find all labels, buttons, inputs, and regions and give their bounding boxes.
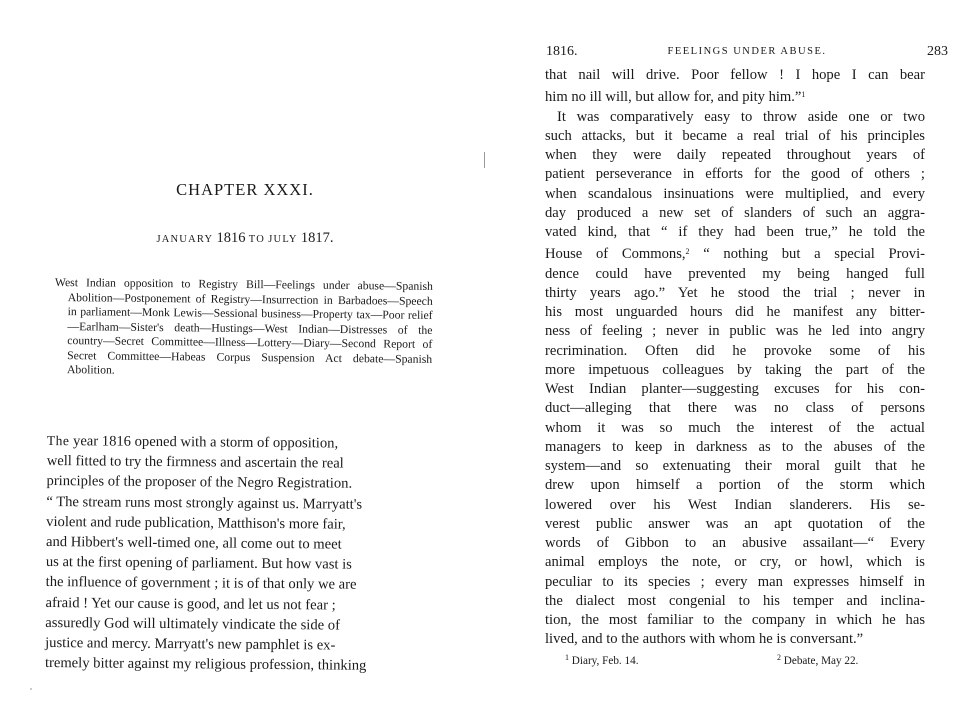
text-line: recrimination. Often did he provoke some of his [545,342,925,359]
text-line: his most unguarded hours did he manifest any bitter- [545,304,925,320]
text-line: violent and rude publication, Matthison's more fair, [46,513,346,533]
date-to-month: JULY [268,234,298,245]
synopsis-text: West Indian opposition to Registry Bill—Feelings under abuse—Spanish Abolition—Postponement of Registry—Insurrection in Barbadoes—Speech in parliament—Monk Lewis—Sessional business—Property tax—Poor relief—Earlham—Sister's death—Hustings—West Indian—Distresses of the country—Secret Committee—Illness—Lottery—Diary—Second Report of Secret Committee—Habeas Corpus Suspension Act debate—Spanish Abolition. [54,276,433,377]
footnotes [565,653,925,669]
date-to-word: TO [248,234,265,245]
text-line: day produced a new set of slanders of such an aggra- [545,204,925,221]
chapter-date-range [0,230,490,247]
text-line: tion, the most familiar to the company in which he has [545,612,925,628]
text-line: West Indian planter—suggesting excuses for his con- [545,381,925,397]
text-line: well fitted to try the firmness and ascertain the real [46,453,344,472]
running-head-title: FEELINGS UNDER ABUSE. [667,46,827,57]
opening-word: The [46,432,70,449]
text-line: assuredly God will ultimately vindicate the side of [45,614,341,634]
text-line: peculiar to its species ; every man expresses himself in [545,573,925,590]
text-line: when scandalous insinuations were multiplied, and every [545,185,925,202]
date-from-month: JANUARY [156,234,214,245]
running-head [546,44,948,64]
text-line: drew upon himself a portion of the storm which [545,477,925,494]
date-from-year: 1816 [216,230,246,246]
footnote-1: $^1$ Diary, Feb. 14. [565,653,639,667]
right-page [490,0,980,705]
chapter-synopsis [54,276,433,381]
running-head-year: 1816. [546,44,578,59]
text-line: us at the first opening of parliament. But how vast is [45,554,352,573]
text-line: him no ill will, but allow for, and pity him.”$^1$ [545,89,806,106]
text-line: whom it was so much the interest of the actual [545,419,925,436]
text-line: thirty years ago.” Yet he stood the trial ; never in [545,284,925,301]
scan-speck [30,688,32,690]
text-line: afraid ! Yet our cause is good, and let us not fear ; [45,594,336,614]
text-line: justice and mercy. Marryatt's new pamphlet is ex- [45,635,336,654]
text-line: patient perseverance in efforts for the good of others ; [545,166,925,183]
text-line: such attacks, but it became a real trial of his principles [545,127,925,144]
text-line: system—and so extenuating their moral guilt that he [545,458,925,474]
text-line: when they were daily repeated throughout years of [545,147,925,163]
text-line: duct—alleging that there was no class of persons [545,400,925,417]
text-line: ness of feeling ; never in public was he led into angry [545,323,925,340]
date-to-year: 1817. [300,230,334,246]
text-line: tremely bitter against my religious profession, thinking [44,655,367,675]
text-line: more impetuous colleagues by taking the part of the [545,361,925,378]
left-body-text [45,431,427,677]
right-body-text [545,66,925,650]
text-line: the dialect most congenial to his temper and inclina- [545,592,925,609]
text-line: the influence of government ; it is of that only we are [45,574,357,594]
gutter-mark [484,152,485,168]
footnote-ref-2: 2 [685,247,690,257]
text-line: animal employs the note, or cry, or howl, which is [545,554,925,571]
text-line: vated kind, that “ if they had been true,” he told the [545,224,925,240]
page-number: 283 [927,44,948,59]
text-line: that nail will drive. Poor fellow ! I hope I can bear [545,67,925,83]
text-line: “ The stream runs most strongly against us. Marryatt's [46,493,363,513]
text-line: verest public answer was an apt quotation of the [545,515,925,532]
text-line: lived, and to the authors with whom he is conversant.” [545,631,864,648]
text-line: managers to keep in darkness as to the abuses of the [545,438,925,455]
text-line: dence could have prevented my being hanged full [545,265,925,282]
footnote-ref-1: 1 [801,90,806,100]
text-line: and Hibbert's well-timed one, all come out to meet [45,534,342,553]
text-line: House of Commons,$^2$ “ nothing but a special Provi- [545,246,925,263]
footnote-2: $^2$ Debate, May 22. [777,653,859,667]
text-line: words of Gibbon to an abusive assailant—“ Every [545,535,925,551]
text-line: lowered over his West Indian slanderers. His se- [545,496,925,513]
text-line: It was comparatively easy to throw aside one or two [557,108,925,125]
chapter-title: CHAPTER XXXI. [176,180,314,199]
text-line: principles of the proposer of the Negro Registration. [46,473,353,493]
text-line: The year 1816 opened with a storm of opposition, [46,432,339,452]
